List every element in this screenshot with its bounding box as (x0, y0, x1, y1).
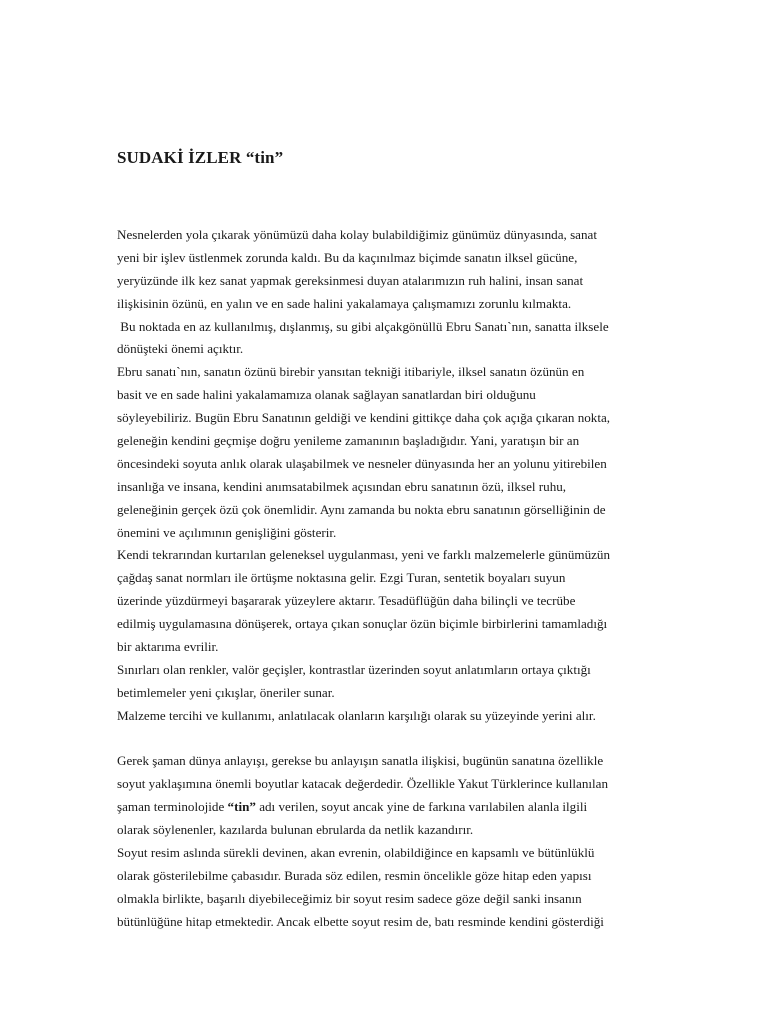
text-line: bütünlüğüne hitap etmektedir. Ancak elbette soyut resim de, batı resminde kendini gösterdiği (117, 913, 604, 929)
paragraph-gap (117, 728, 677, 751)
document-body (117, 224, 677, 934)
text-line: olmakla birlikte, başarılı diyebileceğimiz bir soyut resim sadece göze değil sanki insanın (117, 890, 582, 906)
text-line: üzerinde yüzdürmeyi başararak yüzeylere aktarır. Tesadüflüğün daha bilinçli ve tecrübe (117, 593, 576, 609)
text-line: soyut yaklaşımına önemli boyutlar katacak değerdedir. Özellikle Yakut Türklerince kullanılan (117, 776, 609, 792)
text-line: Malzeme tercihi ve kullanımı, anlatılacak olanların karşılığı olarak su yüzeyinde yerini alır. (117, 707, 596, 723)
text-line: ilişkisinin özünü, en yalın ve en sade halini yakalamaya çalışmamızı zorunlu kılmakta. (117, 295, 572, 311)
text-line: bir aktarıma evrilir. (117, 639, 219, 655)
text-line: Soyut resim aslında sürekli devinen, akan evrenin, olabildiğince en kapsamlı ve bütünlüklü (117, 845, 595, 861)
text-fragment: adı verilen, soyut ancak yine de farkına varılabilen alanla ilgili (255, 799, 588, 815)
text-line: dönüşteki önemi açıktır. (117, 341, 244, 357)
text-line: olarak söylenenler, kazılarda bulunan ebrularda da netlik kazandırır. (117, 822, 474, 838)
text-line: Ebru sanatı`nın, sanatın özünü birebir yansıtan tekniği itibariyle, ilksel sanatın özünün en (117, 364, 585, 380)
text-line: edilmiş uygulamasına dönüşerek, ortaya çıkan sonuçlar özün biçimle birbirlerini tamamladığı (117, 616, 608, 632)
text-line: geleneğinin gerçek özü çok önemlidir. Aynı zamanda bu nokta ebru sanatının görselliğinin de (117, 501, 606, 517)
text-line: yeryüzünde ilk kez sanat yapmak gereksinmesi duyan atalarımızın ruh halini, insan sanat (117, 272, 584, 288)
text-line: Gerek şaman dünya anlayışı, gerekse bu anlayışın sanatla ilişkisi, bugünün sanatına özellikle (117, 753, 604, 769)
text-line: geleneğin kendini geçmişe doğru yenileme zamanının başladığıdır. Yani, yaratışın bir an (117, 433, 580, 449)
text-line: olarak gösterilebilme çabasıdır. Burada söz edilen, resmin öncelikle göze hitap eden yapısı (117, 867, 592, 883)
text-line: önemini ve açılımının genişliğini gösterir. (117, 524, 337, 540)
text-line: söyleyebiliriz. Bugün Ebru Sanatının geldiği ve kendini gittikçe daha çok açığa çıkaran nokta, (117, 410, 611, 426)
text-line: Kendi tekrarından kurtarılan geleneksel uygulanması, yeni ve farklı malzemelerle günümüzün (117, 547, 611, 563)
text-line: Nesnelerden yola çıkarak yönümüzü daha kolay bulabildiğimiz günümüz dünyasında, sanat (117, 227, 597, 242)
document-title: SUDAKİ İZLER “tin” (117, 148, 284, 167)
text-fragment: şaman terminolojide (117, 799, 228, 815)
bold-term: “tin” (227, 799, 256, 815)
text-line: öncesindeki soyuta anlık olarak ulaşabilmek ve nesneler dünyasında her an yolunu yitirebilen (117, 455, 607, 471)
text-line: basit ve en sade halini yakalamamıza olanak sağlayan sanatlardan biri olduğunu (117, 387, 536, 403)
text-line: yeni bir işlev üstlenmek zorunda kaldı. Bu da kaçınılmaz biçimde sanatın ilksel gücüne, (117, 249, 578, 265)
text-line: çağdaş sanat normları ile örtüşme noktasına gelir. Ezgi Turan, sentetik boyaları suyun (117, 570, 566, 586)
text-line: betimlemeler yeni çıkışlar, öneriler sunar. (117, 684, 335, 700)
text-line (117, 796, 677, 819)
text-line: Sınırları olan renkler, valör geçişler, kontrastlar üzerinden soyut anlatımların ortaya çıktığı (117, 661, 591, 677)
text-line: Bu noktada en az kullanılmış, dışlanmış, su gibi alçakgönüllü Ebru Sanatı`nın, sanatta ilksele (117, 318, 609, 334)
text-line: insanlığa ve insana, kendini anımsatabilmek açısından ebru sanatının özü, ilksel ruhu, (117, 478, 567, 494)
